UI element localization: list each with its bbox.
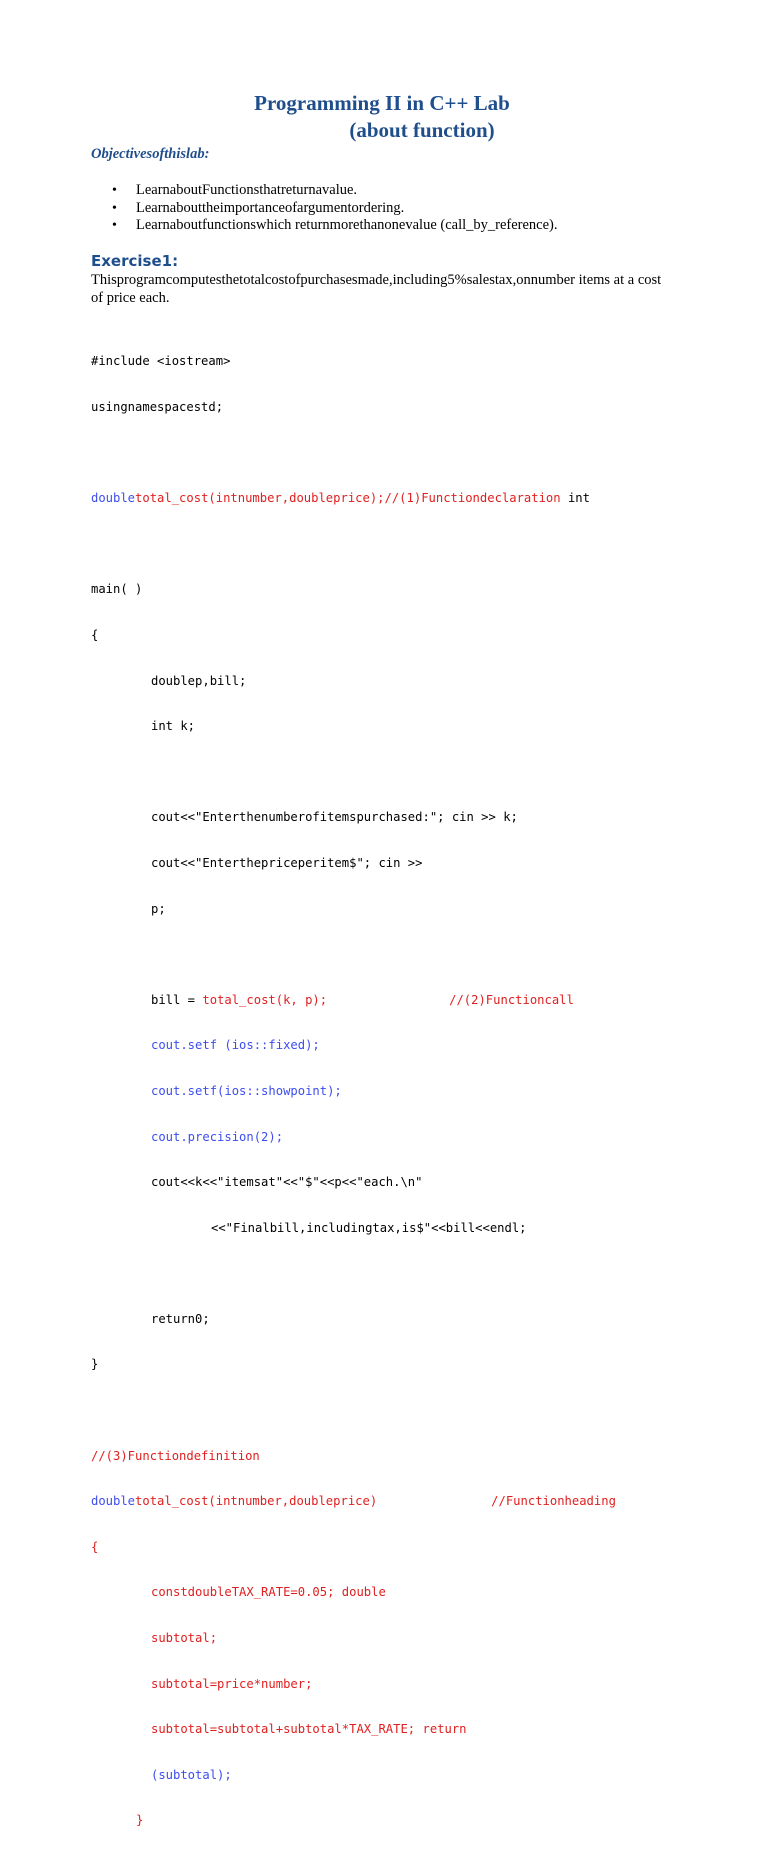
code-comment: //(3)Functiondefinition <box>91 1448 260 1463</box>
code-line: p; <box>151 901 166 916</box>
exercise-description: Thisprogramcomputesthetotalcostofpurchasesmade,including5%salestax,onnumber items at a cost of price each. <box>91 272 662 306</box>
code-text: int <box>560 491 590 506</box>
list-item: • Learnaboutfunctionswhich returnmorethanonevalue (call_by_reference). <box>91 217 558 235</box>
code-blank <box>91 765 616 780</box>
code-definition: total_cost(intnumber,doubleprice) <box>135 1494 378 1509</box>
code-declaration: total_cost(intnumber,doubleprice);//(1)Functiondeclaration <box>135 491 561 506</box>
code-line: cout<<"Enterthepriceperitem$"; cin >> <box>151 855 423 870</box>
code-keyword: double <box>91 491 136 506</box>
code-line: doublep,bill; <box>151 673 247 688</box>
code-line <box>91 491 616 506</box>
code-blank <box>91 537 616 552</box>
code-line: usingnamespacestd; <box>91 400 224 414</box>
code-comment: //Functionheading <box>491 1494 616 1509</box>
code-line: subtotal=price*number; <box>151 1676 313 1691</box>
code-blank <box>91 446 616 461</box>
list-item: • Learnabouttheimportanceofargumentordering. <box>91 200 558 218</box>
code-line: cout.setf (ios::fixed); <box>151 1038 320 1053</box>
code-line: return0; <box>151 1311 210 1326</box>
code-line: cout<<k<<"itemsat"<<"$"<<p<<"each.\n" <box>151 1175 423 1190</box>
code-blank <box>91 1403 616 1418</box>
code-line: cout.setf(ios::showpoint); <box>151 1083 342 1098</box>
code-line: int k; <box>151 719 196 734</box>
document-title: Programming II in C++ Lab <box>254 91 510 115</box>
code-line: constdoubleTAX_RATE=0.05; double <box>151 1585 386 1600</box>
list-item: • LearnaboutFunctionsthatreturnavalue. <box>91 182 558 200</box>
code-line <box>91 993 616 1008</box>
code-line: #include <iostream> <box>91 354 231 369</box>
code-comment: //(2)Functioncall <box>449 992 574 1007</box>
code-line: } <box>91 1357 99 1372</box>
code-line: { <box>91 627 99 642</box>
code-line: subtotal=subtotal+subtotal*TAX_RATE; return <box>151 1722 467 1737</box>
code-listing <box>91 324 616 1859</box>
exercise-heading: Exercise1: <box>91 252 179 270</box>
objectives-list <box>91 182 558 235</box>
document-subtitle: (about function) <box>349 118 495 142</box>
code-line: cout<<"Enterthenumberofitemspurchased:"; cin >> k; <box>151 810 518 825</box>
code-text: bill = <box>151 992 203 1007</box>
code-line: main( ) <box>91 582 143 597</box>
code-function-call: total_cost(k, p); <box>202 992 328 1007</box>
objectives-heading: Objectivesofthislab: <box>91 146 210 162</box>
code-line: <<"Finalbill,includingtax,is$"<<bill<<endl; <box>211 1220 527 1235</box>
code-line: subtotal; <box>151 1631 218 1646</box>
code-keyword: double <box>91 1494 136 1509</box>
code-line <box>91 1494 616 1509</box>
code-blank <box>91 1266 616 1281</box>
code-line: } <box>136 1813 144 1828</box>
code-line: (subtotal); <box>151 1767 232 1782</box>
code-blank <box>91 947 616 962</box>
code-line: cout.precision(2); <box>151 1129 284 1144</box>
code-line: { <box>91 1539 99 1554</box>
